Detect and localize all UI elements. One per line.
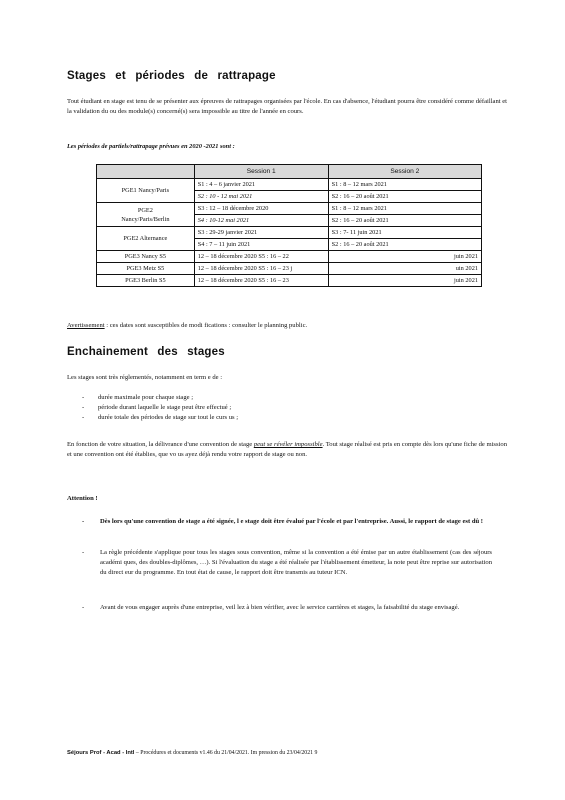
attention-heading: Attention ! <box>67 495 98 502</box>
session2-cell: juin 2021 <box>328 251 481 263</box>
table-row <box>97 263 482 275</box>
situation-emphasis: peut se révéler impossible <box>253 441 323 448</box>
warning-label: Avertissement <box>67 322 105 329</box>
sessions-table <box>96 164 482 287</box>
table-row <box>97 251 482 263</box>
page-footer <box>67 750 317 756</box>
campus-line: PGE2 <box>137 206 153 214</box>
situation-paragraph <box>67 440 507 460</box>
table-header-row <box>97 165 482 179</box>
table-header-empty <box>97 165 195 179</box>
session2-cell: S3 : 7- 11 juin 2021 <box>328 227 481 239</box>
section-title-stages: Stages et périodes de rattrapage <box>67 70 276 82</box>
bullet-dash: - <box>82 549 85 556</box>
session2-cell: S2 : 16 – 20 août 2021 <box>328 215 481 227</box>
attention-item <box>82 603 492 613</box>
criteria-list <box>82 393 238 423</box>
table-row <box>97 179 482 191</box>
table-row <box>97 275 482 287</box>
list-item: - durée totale des périodes de stage sur tout le curs us ; <box>82 413 238 423</box>
campus-cell: PGE2 Alternance <box>97 227 195 251</box>
table-row <box>97 203 482 215</box>
footer-brand: Séjours Prof - Acad - Intl <box>67 750 135 756</box>
attention-item-text: Avant de vous engager auprès d'une entreprise, veil lez à bien vérifier, avec le service carrières et stages, la faisabilité du stage envisagé. <box>100 604 460 611</box>
list-item: - durée maximale pour chaque stage ; <box>82 393 238 403</box>
session2-cell: S1 : 8 – 12 mars 2021 <box>328 203 481 215</box>
campus-cell: PGE3 Nancy S5 <box>97 251 195 263</box>
session2-cell: S2 : 16 – 20 août 2021 <box>328 239 481 251</box>
attention-item-text: La règle précédente s'applique pour tous les stages sous convention, même si la convention a été émise par un autre établissement (cas des séjours académi ques, des doubles-diplômes, …). Si l'évaluation du stage a été réalisée par l'établissement émetteur, la note peut être reprise sur autorisation du direct eur du programme. En tout état de cause, le rapport doit être transmis au tuteur ICN. <box>100 549 492 576</box>
periods-label: Les périodes de partiels/rattrapage prévues en 2020 -2021 sont : <box>67 143 235 150</box>
situation-text-a: En fonction de votre situation, la délivrance d'une convention de stage <box>67 441 254 448</box>
situation-text-b: . Tout stage réalisé est pris en compte dès lors qu'une fiche de mission et une convention ont été établies, que vo us ayez déjà rendu votre rapport de stage ou non. <box>67 441 507 458</box>
session1-cell: S3 : 12 – 18 décembre 2020 <box>194 203 328 215</box>
bullet-dash: - <box>82 518 85 525</box>
campus-line: Nancy/Paris/Berlin <box>121 215 170 223</box>
session1-cell: 12 – 18 décembre 2020 S5 : 16 – 22 <box>194 251 328 263</box>
session1-cell: S4 : 7 – 11 juin 2021 <box>194 239 328 251</box>
intro-paragraph: Tout étudiant en stage est tenu de se présenter aux épreuves de rattrapages organisées par l'école. En cas d'absence, l'étudiant pourra être considéré comme défaillant et la validation du ou des module(s) concerné(s) sera impossible au titre de l'année en cours. <box>67 98 507 115</box>
session1-cell: S2 : 10 - 12 mai 2021 <box>194 191 328 203</box>
session1-cell: S1 : 4 – 6 janvier 2021 <box>194 179 328 191</box>
session2-cell: juin 2021 <box>328 275 481 287</box>
session1-cell: 12 – 18 décembre 2020 S5 : 16 – 23 j <box>194 263 328 275</box>
table-row <box>97 227 482 239</box>
bullet-dash: - <box>82 604 85 611</box>
footer-text: – Procédures et documents v1.46 du 21/04/2021. Im pression du 23/04/2021 9 <box>134 750 318 756</box>
session2-cell: S1 : 8 – 12 mars 2021 <box>328 179 481 191</box>
section-title-enchainement: Enchainement des stages <box>67 346 225 358</box>
list-item: - période durant laquelle le stage peut être effectué ; <box>82 403 238 413</box>
warning-text: : ces dates sont susceptibles de modi fications : consulter le planning public. <box>104 322 308 329</box>
attention-item <box>82 548 492 578</box>
campus-cell: PGE1 Nancy/Paris <box>97 179 195 203</box>
session2-cell: S2 : 16 – 20 août 2021 <box>328 191 481 203</box>
session1-cell: 12 – 18 décembre 2020 S5 : 16 – 23 <box>194 275 328 287</box>
session1-cell: S3 : 29-29 janvier 2021 <box>194 227 328 239</box>
session2-cell: uin 2021 <box>328 263 481 275</box>
attention-item-text: Dès lors qu'une convention de stage a été signée, l e stage doit être évalué par l'école et par l'entreprise. Aussi, le rapport de stage est dû ! <box>100 518 484 525</box>
campus-cell: PGE3 Metz S5 <box>97 263 195 275</box>
table-header-session2: Session 2 <box>328 165 481 179</box>
attention-item <box>82 517 492 527</box>
session1-cell: S4 : 10-12 mai 2021 <box>194 215 328 227</box>
warning-paragraph <box>67 321 507 331</box>
lead-paragraph: Les stages sont très réglementés, notamment en term e de : <box>67 374 223 381</box>
table-header-session1: Session 1 <box>194 165 328 179</box>
campus-cell: PGE3 Berlin S5 <box>97 275 195 287</box>
campus-cell <box>97 203 195 227</box>
